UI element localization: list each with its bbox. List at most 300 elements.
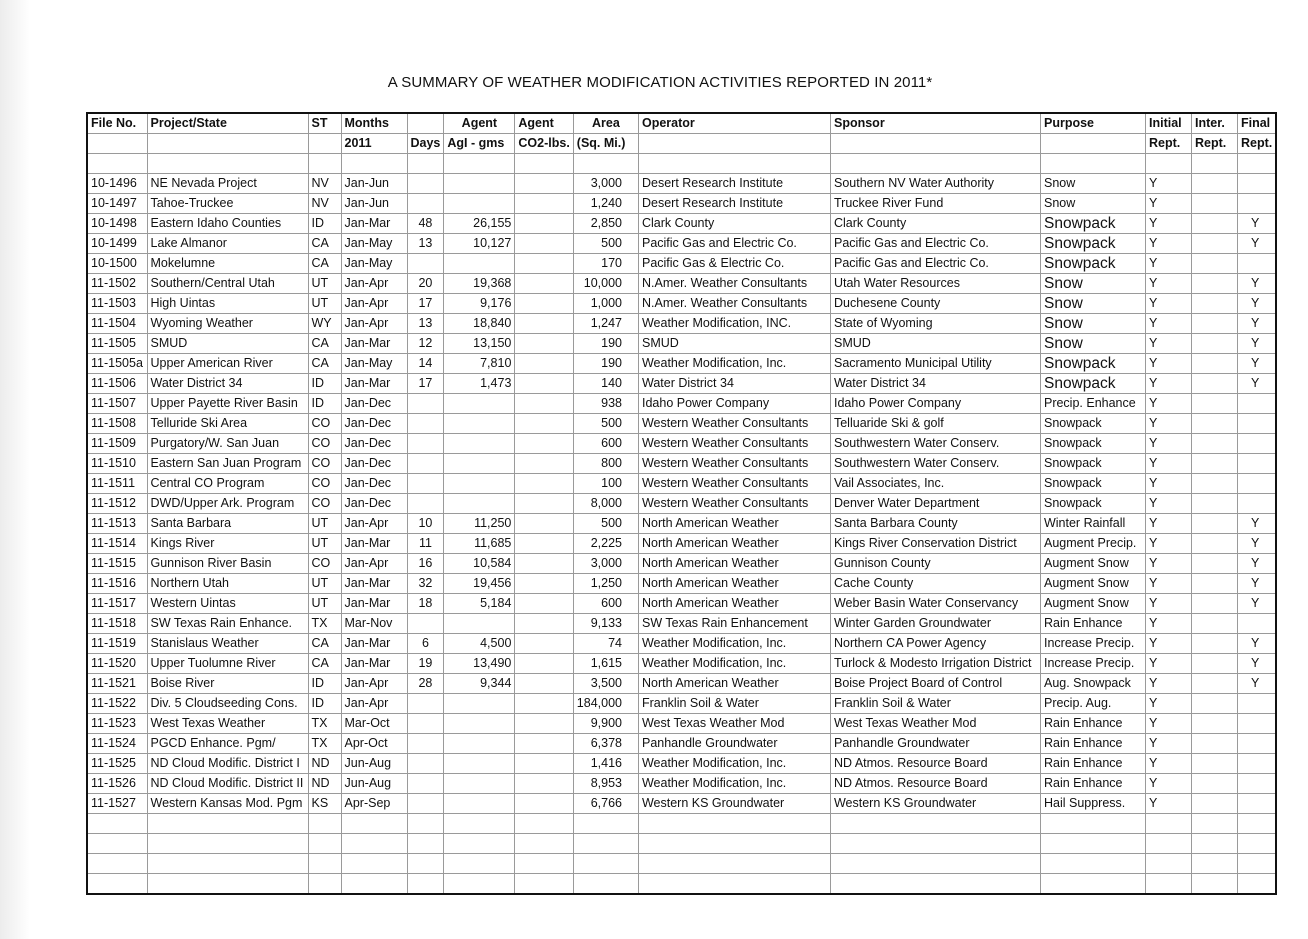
project-cell: Eastern San Juan Program — [147, 454, 308, 474]
table-row — [87, 314, 1276, 334]
col-header-days-top — [407, 113, 444, 134]
months-cell: Mar-Nov — [341, 614, 407, 634]
state-cell: CA — [308, 354, 341, 374]
area-cell: 500 — [573, 234, 638, 254]
file-no-cell: 11-1525 — [87, 754, 147, 774]
file-no-cell: 11-1516 — [87, 574, 147, 594]
agent-co2-cell — [515, 694, 573, 714]
operator-cell: Franklin Soil & Water — [638, 694, 830, 714]
purpose-cell: Augment Snow — [1040, 594, 1145, 614]
empty-cell — [1191, 874, 1237, 895]
area-cell: 1,240 — [573, 194, 638, 214]
agent-co2-cell — [515, 214, 573, 234]
project-cell: Gunnison River Basin — [147, 554, 308, 574]
file-no-cell: 11-1505 — [87, 334, 147, 354]
initial-rept-cell: Y — [1145, 334, 1191, 354]
col-subheader-initial: Rept. — [1145, 134, 1191, 154]
file-no-cell: 11-1527 — [87, 794, 147, 814]
agent-agi-cell — [444, 194, 515, 214]
agent-co2-cell — [515, 494, 573, 514]
sponsor-cell: ND Atmos. Resource Board — [830, 774, 1040, 794]
sponsor-cell: Boise Project Board of Control — [830, 674, 1040, 694]
table-row — [87, 274, 1276, 294]
final-rept-cell: Y — [1237, 334, 1276, 354]
inter-rept-cell — [1191, 614, 1237, 634]
operator-cell: North American Weather — [638, 574, 830, 594]
area-cell: 9,900 — [573, 714, 638, 734]
operator-cell: SMUD — [638, 334, 830, 354]
col-subheader-area: (Sq. Mi.) — [573, 134, 638, 154]
days-cell — [407, 454, 444, 474]
empty-cell — [830, 814, 1040, 834]
file-no-cell: 11-1517 — [87, 594, 147, 614]
project-cell: Telluride Ski Area — [147, 414, 308, 434]
project-cell: Upper Tuolumne River — [147, 654, 308, 674]
col-subheader-sponsor — [830, 134, 1040, 154]
document-title: A SUMMARY OF WEATHER MODIFICATION ACTIVITIES REPORTED IN 2011* — [387, 74, 933, 91]
table-row — [87, 214, 1276, 234]
empty-cell — [147, 874, 308, 895]
days-cell — [407, 714, 444, 734]
state-cell: KS — [308, 794, 341, 814]
table-row — [87, 294, 1276, 314]
area-cell: 600 — [573, 434, 638, 454]
state-cell: ID — [308, 214, 341, 234]
col-header-sponsor: Sponsor — [830, 113, 1040, 134]
sponsor-cell: Idaho Power Company — [830, 394, 1040, 414]
final-rept-cell: Y — [1237, 234, 1276, 254]
sponsor-cell: Santa Barbara County — [830, 514, 1040, 534]
area-cell: 1,247 — [573, 314, 638, 334]
initial-rept-cell: Y — [1145, 254, 1191, 274]
state-cell: CO — [308, 554, 341, 574]
agent-co2-cell — [515, 654, 573, 674]
empty-cell — [308, 874, 341, 895]
days-cell: 17 — [407, 374, 444, 394]
file-no-cell: 11-1515 — [87, 554, 147, 574]
empty-cell — [147, 834, 308, 854]
operator-cell: Desert Research Institute — [638, 194, 830, 214]
final-rept-cell: Y — [1237, 374, 1276, 394]
file-no-cell: 11-1513 — [87, 514, 147, 534]
empty-cell — [830, 854, 1040, 874]
empty-cell — [308, 814, 341, 834]
final-rept-cell: Y — [1237, 554, 1276, 574]
empty-cell — [444, 854, 515, 874]
empty-cell — [444, 874, 515, 895]
sponsor-cell: SMUD — [830, 334, 1040, 354]
agent-agi-cell — [444, 394, 515, 414]
area-cell: 6,378 — [573, 734, 638, 754]
area-cell: 1,416 — [573, 754, 638, 774]
days-cell — [407, 694, 444, 714]
operator-cell: Weather Modification, INC. — [638, 314, 830, 334]
purpose-cell: Snow — [1040, 334, 1145, 354]
initial-rept-cell: Y — [1145, 694, 1191, 714]
project-cell: Boise River — [147, 674, 308, 694]
months-cell: Jan-Apr — [341, 694, 407, 714]
agent-agi-cell — [444, 474, 515, 494]
inter-rept-cell — [1191, 354, 1237, 374]
col-subheader-months: 2011 — [341, 134, 407, 154]
empty-cell — [638, 834, 830, 854]
sponsor-cell: Clark County — [830, 214, 1040, 234]
area-cell: 1,615 — [573, 654, 638, 674]
sponsor-cell: Utah Water Resources — [830, 274, 1040, 294]
area-cell: 3,000 — [573, 554, 638, 574]
initial-rept-cell: Y — [1145, 634, 1191, 654]
project-cell: Purgatory/W. San Juan — [147, 434, 308, 454]
purpose-cell: Rain Enhance — [1040, 614, 1145, 634]
operator-cell: Weather Modification, Inc. — [638, 634, 830, 654]
empty-cell — [515, 874, 573, 895]
purpose-cell: Precip. Enhance — [1040, 394, 1145, 414]
final-rept-cell: Y — [1237, 274, 1276, 294]
days-cell — [407, 494, 444, 514]
operator-cell: Western Weather Consultants — [638, 454, 830, 474]
empty-cell — [1040, 814, 1145, 834]
state-cell: ID — [308, 374, 341, 394]
file-no-cell: 11-1502 — [87, 274, 147, 294]
agent-agi-cell: 10,584 — [444, 554, 515, 574]
initial-rept-cell: Y — [1145, 674, 1191, 694]
days-cell: 18 — [407, 594, 444, 614]
inter-rept-cell — [1191, 474, 1237, 494]
state-cell: ND — [308, 774, 341, 794]
table-row — [87, 354, 1276, 374]
col-header-months: Months — [341, 113, 407, 134]
inter-rept-cell — [1191, 574, 1237, 594]
agent-agi-cell — [444, 434, 515, 454]
empty-cell — [1237, 814, 1276, 834]
months-cell: Jan-Apr — [341, 294, 407, 314]
file-no-cell: 11-1503 — [87, 294, 147, 314]
operator-cell: Pacific Gas and Electric Co. — [638, 234, 830, 254]
months-cell: Jan-Mar — [341, 374, 407, 394]
empty-cell — [407, 854, 444, 874]
agent-agi-cell — [444, 454, 515, 474]
agent-agi-cell: 9,176 — [444, 294, 515, 314]
col-header-agent-agi: Agent — [444, 113, 515, 134]
state-cell: UT — [308, 514, 341, 534]
state-cell: ID — [308, 394, 341, 414]
file-no-cell: 11-1523 — [87, 714, 147, 734]
file-no-cell: 11-1506 — [87, 374, 147, 394]
empty-cell — [830, 874, 1040, 895]
days-cell — [407, 194, 444, 214]
operator-cell: Western Weather Consultants — [638, 494, 830, 514]
final-rept-cell: Y — [1237, 574, 1276, 594]
empty-cell — [515, 154, 573, 174]
empty-cell — [573, 834, 638, 854]
operator-cell: North American Weather — [638, 534, 830, 554]
final-rept-cell: Y — [1237, 354, 1276, 374]
area-cell: 1,000 — [573, 294, 638, 314]
project-cell: Upper American River — [147, 354, 308, 374]
area-cell: 2,850 — [573, 214, 638, 234]
purpose-cell: Snow — [1040, 174, 1145, 194]
months-cell: Jan-Apr — [341, 274, 407, 294]
empty-cell — [87, 854, 147, 874]
months-cell: Jan-Dec — [341, 454, 407, 474]
area-cell: 170 — [573, 254, 638, 274]
purpose-cell: Snowpack — [1040, 414, 1145, 434]
inter-rept-cell — [1191, 514, 1237, 534]
empty-cell — [1145, 154, 1191, 174]
days-cell: 12 — [407, 334, 444, 354]
final-rept-cell — [1237, 254, 1276, 274]
days-cell: 20 — [407, 274, 444, 294]
months-cell: Jan-Apr — [341, 554, 407, 574]
file-no-cell: 11-1522 — [87, 694, 147, 714]
final-rept-cell: Y — [1237, 634, 1276, 654]
area-cell: 2,225 — [573, 534, 638, 554]
days-cell — [407, 734, 444, 754]
area-cell: 190 — [573, 334, 638, 354]
table-row — [87, 254, 1276, 274]
empty-cell — [341, 814, 407, 834]
purpose-cell: Rain Enhance — [1040, 714, 1145, 734]
spacer-row — [87, 154, 1276, 174]
empty-cell — [1040, 854, 1145, 874]
empty-cell — [1145, 834, 1191, 854]
project-cell: Western Uintas — [147, 594, 308, 614]
table-row — [87, 534, 1276, 554]
state-cell: CA — [308, 654, 341, 674]
agent-agi-cell: 5,184 — [444, 594, 515, 614]
operator-cell: SW Texas Rain Enhancement — [638, 614, 830, 634]
final-rept-cell — [1237, 454, 1276, 474]
purpose-cell: Snowpack — [1040, 474, 1145, 494]
sponsor-cell: Truckee River Fund — [830, 194, 1040, 214]
months-cell: Jan-Dec — [341, 494, 407, 514]
purpose-cell: Snowpack — [1040, 214, 1145, 234]
days-cell — [407, 614, 444, 634]
project-cell: West Texas Weather — [147, 714, 308, 734]
initial-rept-cell: Y — [1145, 494, 1191, 514]
agent-agi-cell — [444, 614, 515, 634]
months-cell: Jan-Dec — [341, 414, 407, 434]
operator-cell: Weather Modification, Inc. — [638, 754, 830, 774]
purpose-cell: Snowpack — [1040, 434, 1145, 454]
project-cell: High Uintas — [147, 294, 308, 314]
agent-agi-cell: 26,155 — [444, 214, 515, 234]
empty-row — [87, 814, 1276, 834]
table-row — [87, 734, 1276, 754]
operator-cell: Weather Modification, Inc. — [638, 354, 830, 374]
table-row — [87, 594, 1276, 614]
table-row — [87, 774, 1276, 794]
purpose-cell: Hail Suppress. — [1040, 794, 1145, 814]
months-cell: Jan-May — [341, 234, 407, 254]
empty-cell — [573, 874, 638, 895]
inter-rept-cell — [1191, 454, 1237, 474]
project-cell: Div. 5 Cloudseeding Cons. — [147, 694, 308, 714]
sponsor-cell: Duchesene County — [830, 294, 1040, 314]
final-rept-cell — [1237, 614, 1276, 634]
col-subheader-purpose — [1040, 134, 1145, 154]
agent-co2-cell — [515, 414, 573, 434]
inter-rept-cell — [1191, 374, 1237, 394]
state-cell: NV — [308, 174, 341, 194]
days-cell — [407, 254, 444, 274]
agent-co2-cell — [515, 754, 573, 774]
table-row — [87, 494, 1276, 514]
table-row — [87, 514, 1276, 534]
project-cell: Tahoe-Truckee — [147, 194, 308, 214]
days-cell: 48 — [407, 214, 444, 234]
purpose-cell: Winter Rainfall — [1040, 514, 1145, 534]
agent-agi-cell: 18,840 — [444, 314, 515, 334]
inter-rept-cell — [1191, 294, 1237, 314]
file-no-cell: 11-1520 — [87, 654, 147, 674]
empty-cell — [407, 154, 444, 174]
agent-agi-cell: 1,473 — [444, 374, 515, 394]
months-cell: Jan-Mar — [341, 534, 407, 554]
empty-cell — [444, 834, 515, 854]
state-cell: UT — [308, 274, 341, 294]
col-subheader-project — [147, 134, 308, 154]
final-rept-cell: Y — [1237, 594, 1276, 614]
col-header-purpose: Purpose — [1040, 113, 1145, 134]
file-no-cell: 11-1518 — [87, 614, 147, 634]
project-cell: Western Kansas Mod. Pgm — [147, 794, 308, 814]
inter-rept-cell — [1191, 494, 1237, 514]
operator-cell: Pacific Gas & Electric Co. — [638, 254, 830, 274]
project-cell: Stanislaus Weather — [147, 634, 308, 654]
state-cell: ND — [308, 754, 341, 774]
area-cell: 10,000 — [573, 274, 638, 294]
initial-rept-cell: Y — [1145, 534, 1191, 554]
project-cell: Northern Utah — [147, 574, 308, 594]
sponsor-cell: Turlock & Modesto Irrigation District — [830, 654, 1040, 674]
sponsor-cell: Gunnison County — [830, 554, 1040, 574]
empty-cell — [573, 854, 638, 874]
initial-rept-cell: Y — [1145, 234, 1191, 254]
inter-rept-cell — [1191, 394, 1237, 414]
file-no-cell: 11-1505a — [87, 354, 147, 374]
agent-co2-cell — [515, 354, 573, 374]
initial-rept-cell: Y — [1145, 514, 1191, 534]
initial-rept-cell: Y — [1145, 574, 1191, 594]
file-no-cell: 10-1499 — [87, 234, 147, 254]
months-cell: Jan-Jun — [341, 174, 407, 194]
operator-cell: North American Weather — [638, 594, 830, 614]
final-rept-cell — [1237, 754, 1276, 774]
state-cell: CA — [308, 634, 341, 654]
sponsor-cell: Pacific Gas and Electric Co. — [830, 254, 1040, 274]
final-rept-cell: Y — [1237, 314, 1276, 334]
empty-cell — [1237, 154, 1276, 174]
initial-rept-cell: Y — [1145, 554, 1191, 574]
col-subheader-st — [308, 134, 341, 154]
final-rept-cell — [1237, 694, 1276, 714]
state-cell: CA — [308, 234, 341, 254]
final-rept-cell — [1237, 494, 1276, 514]
days-cell — [407, 174, 444, 194]
state-cell: TX — [308, 734, 341, 754]
initial-rept-cell: Y — [1145, 294, 1191, 314]
sponsor-cell: Winter Garden Groundwater — [830, 614, 1040, 634]
purpose-cell: Precip. Aug. — [1040, 694, 1145, 714]
purpose-cell: Snowpack — [1040, 254, 1145, 274]
empty-cell — [341, 154, 407, 174]
days-cell: 13 — [407, 234, 444, 254]
initial-rept-cell: Y — [1145, 714, 1191, 734]
col-subheader-days: Days — [407, 134, 444, 154]
initial-rept-cell: Y — [1145, 734, 1191, 754]
days-cell — [407, 394, 444, 414]
col-header-agent-co2: Agent — [515, 113, 573, 134]
col-header-initial: Initial — [1145, 113, 1191, 134]
empty-cell — [444, 154, 515, 174]
sponsor-cell: Kings River Conservation District — [830, 534, 1040, 554]
operator-cell: Weather Modification, Inc. — [638, 654, 830, 674]
initial-rept-cell: Y — [1145, 454, 1191, 474]
operator-cell: N.Amer. Weather Consultants — [638, 274, 830, 294]
months-cell: Jan-Dec — [341, 434, 407, 454]
empty-cell — [515, 814, 573, 834]
final-rept-cell: Y — [1237, 534, 1276, 554]
agent-agi-cell: 9,344 — [444, 674, 515, 694]
agent-co2-cell — [515, 274, 573, 294]
table-row — [87, 614, 1276, 634]
agent-co2-cell — [515, 434, 573, 454]
days-cell — [407, 414, 444, 434]
inter-rept-cell — [1191, 234, 1237, 254]
table-row — [87, 674, 1276, 694]
sponsor-cell: Northern CA Power Agency — [830, 634, 1040, 654]
agent-co2-cell — [515, 394, 573, 414]
table-row — [87, 454, 1276, 474]
empty-cell — [573, 154, 638, 174]
state-cell: CA — [308, 254, 341, 274]
header-row-1 — [87, 113, 1276, 134]
agent-agi-cell: 11,250 — [444, 514, 515, 534]
purpose-cell: Snowpack — [1040, 494, 1145, 514]
state-cell: CO — [308, 474, 341, 494]
sponsor-cell: Telluaride Ski & golf — [830, 414, 1040, 434]
days-cell: 32 — [407, 574, 444, 594]
initial-rept-cell: Y — [1145, 434, 1191, 454]
file-no-cell: 11-1524 — [87, 734, 147, 754]
days-cell: 6 — [407, 634, 444, 654]
months-cell: Jan-Dec — [341, 394, 407, 414]
months-cell: Mar-Oct — [341, 714, 407, 734]
inter-rept-cell — [1191, 674, 1237, 694]
file-no-cell: 11-1509 — [87, 434, 147, 454]
days-cell: 13 — [407, 314, 444, 334]
file-no-cell: 11-1519 — [87, 634, 147, 654]
col-header-st: ST — [308, 113, 341, 134]
inter-rept-cell — [1191, 554, 1237, 574]
initial-rept-cell: Y — [1145, 274, 1191, 294]
sponsor-cell: Vail Associates, Inc. — [830, 474, 1040, 494]
empty-cell — [1040, 154, 1145, 174]
project-cell: SMUD — [147, 334, 308, 354]
empty-cell — [407, 874, 444, 895]
agent-co2-cell — [515, 574, 573, 594]
operator-cell: Western KS Groundwater — [638, 794, 830, 814]
page-shadow — [0, 0, 30, 939]
sponsor-cell: Weber Basin Water Conservancy — [830, 594, 1040, 614]
agent-co2-cell — [515, 174, 573, 194]
inter-rept-cell — [1191, 334, 1237, 354]
file-no-cell: 11-1504 — [87, 314, 147, 334]
initial-rept-cell: Y — [1145, 794, 1191, 814]
agent-agi-cell — [444, 754, 515, 774]
area-cell: 74 — [573, 634, 638, 654]
